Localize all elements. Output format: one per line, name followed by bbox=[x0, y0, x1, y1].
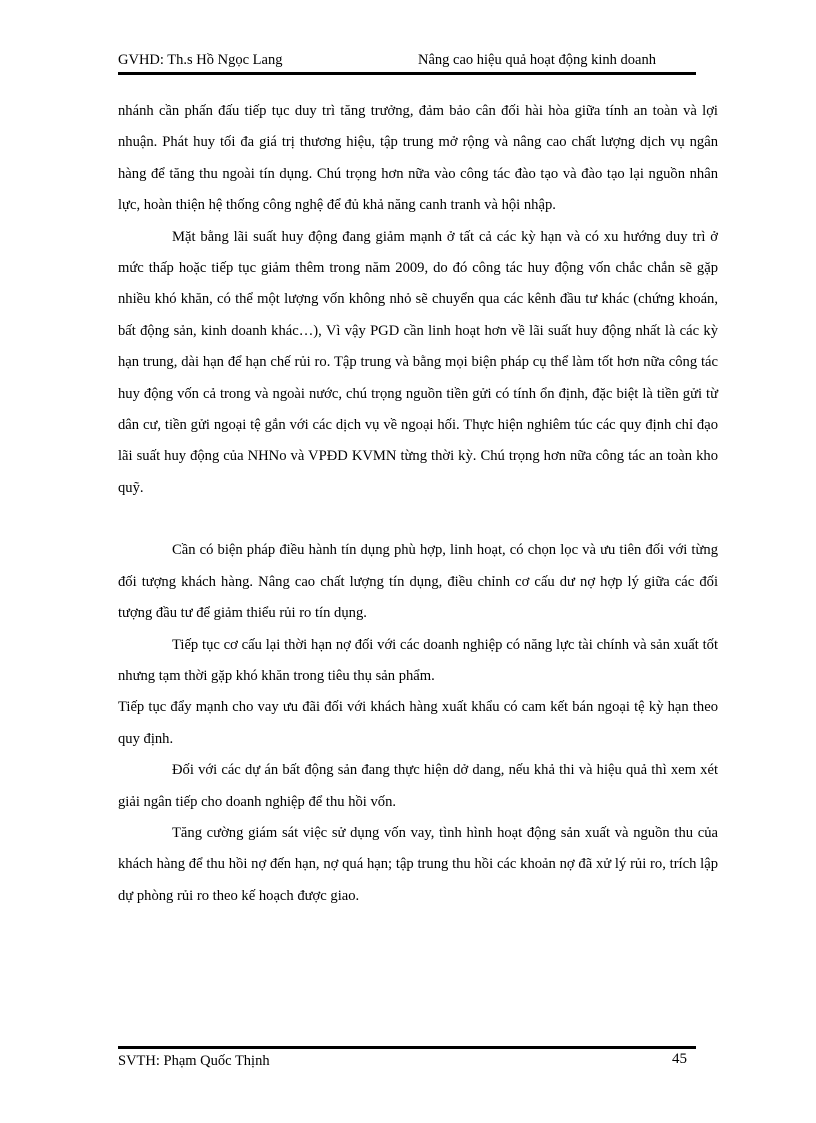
document-body bbox=[118, 96, 718, 912]
paragraph-loan-supervision: Tăng cường giám sát việc sử dụng vốn vay, tình hình hoạt động sản xuất và nguồn thu của khách hàng để thu hồi nợ đến hạn, nợ quá hạn; tập trung thu hồi các khoản nợ đã xử lý rủi ro, trích lập dự phòng rủi ro theo kế hoạch được giao. bbox=[118, 824, 718, 904]
paragraph-export-lending: Tiếp tục đẩy mạnh cho vay ưu đãi đối với khách hàng xuất khẩu có cam kết bán ngoại tệ kỳ hạn theo quy định. bbox=[118, 699, 718, 747]
page-number: 45 bbox=[672, 1051, 687, 1067]
paragraph-credit-management: Cần có biện pháp điều hành tín dụng phù hợp, linh hoạt, có chọn lọc và ưu tiên đối với từng đối tượng khách hàng. Nâng cao chất lượng tín dụng, điều chỉnh cơ cấu dư nợ hợp lý giữa các đối tượng đầu tư để giảm thiểu rủi ro tín dụng. bbox=[118, 542, 718, 622]
paragraph-continuation: nhánh cần phấn đấu tiếp tục duy trì tăng trưởng, đảm bảo cân đối hài hòa giữa tính an toàn và lợi nhuận. Phát huy tối đa giá trị thương hiệu, tập trung mở rộng và nâng cao chất lượng dịch vụ ngân hàng để tăng thu ngoài tín dụng. Chú trọng hơn nữa vào công tác đào tạo và đào tạo lại nguồn nhân lực, hoàn thiện hệ thống công nghệ để đủ khả năng canh tranh và hội nhập. bbox=[118, 103, 718, 214]
footer-divider bbox=[118, 1046, 696, 1049]
paragraph-deposit-rates: Mặt bằng lãi suất huy động đang giảm mạnh ở tất cả các kỳ hạn và có xu hướng duy trì ở mức thấp hoặc tiếp tục giảm thêm trong năm 2009, do đó công tác huy động vốn chắc chắn sẽ gặp nhiều khó khăn, có thể một lượng vốn không nhỏ sẽ chuyển qua các kênh đầu tư khác (chứng khoán, bất động sản, kinh doanh khác…), Vì vậy PGD cần linh hoạt hơn về lãi suất huy động nhất là các kỳ hạn trung, dài hạn để hạn chế rủi ro. Tập trung và bằng mọi biện pháp cụ thể làm tốt hơn nữa công tác huy động vốn cả trong và ngoài nước, chú trọng nguồn tiền gửi có tính ổn định, đặc biệt là tiền gửi từ dân cư, tiền gửi ngoại tệ gắn với các dịch vụ về ngoại hối. Thực hiện nghiêm túc các quy định chỉ đạo lãi suất huy động của NHNo và VPĐD KVMN từng thời kỳ. Chú trọng hơn nữa công tác an toàn kho quỹ. bbox=[118, 228, 718, 496]
header-divider bbox=[118, 72, 696, 75]
footer-student: SVTH: Phạm Quốc Thịnh bbox=[118, 1053, 270, 1069]
paragraph-spacer bbox=[118, 504, 718, 535]
paragraph-debt-restructuring: Tiếp tục cơ cấu lại thời hạn nợ đối với các doanh nghiệp có năng lực tài chính và sản xuất tốt nhưng tạm thời gặp khó khăn trong tiêu thụ sản phẩm. bbox=[118, 636, 718, 684]
header-advisor: GVHD: Th.s Hồ Ngọc Lang bbox=[118, 52, 283, 68]
header-title: Nâng cao hiệu quả hoạt động kinh doanh bbox=[418, 52, 656, 68]
page-header bbox=[118, 52, 696, 74]
paragraph-real-estate: Đối với các dự án bất động sản đang thực hiện dở dang, nếu khả thi và hiệu quả thì xem xét giải ngân tiếp cho doanh nghiệp để thu hồi vốn. bbox=[118, 762, 718, 810]
